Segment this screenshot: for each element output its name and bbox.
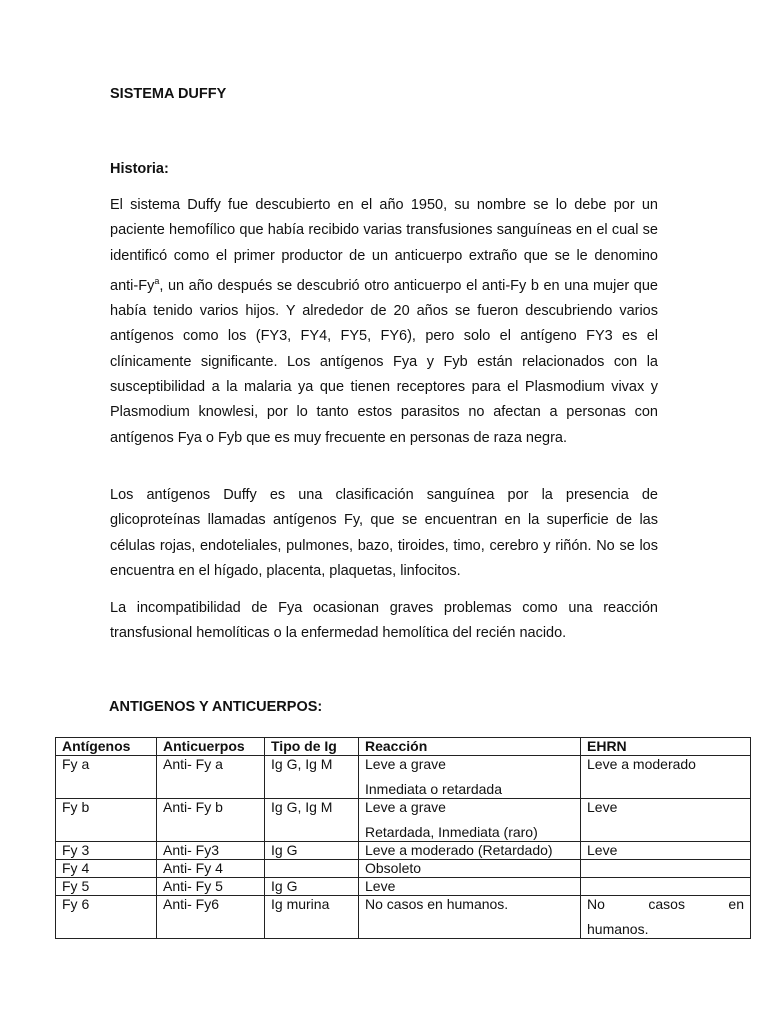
cell-tipo-ig: Ig G, Ig M (265, 799, 359, 842)
header-ehrn: EHRN (581, 738, 751, 756)
reaccion-line-1: Leve a grave (365, 756, 446, 772)
table-row (56, 799, 751, 842)
ehrn-line-1: No casos en (587, 896, 744, 912)
cell-tipo-ig: Ig G (265, 842, 359, 860)
cell-ehrn (581, 860, 751, 878)
table-row (56, 756, 751, 799)
document-title: SISTEMA DUFFY (110, 86, 227, 102)
header-reaccion: Reacción (359, 738, 581, 756)
cell-reaccion: Leve (359, 878, 581, 896)
table-header-row (56, 738, 751, 756)
cell-reaccion: Leve a moderado (Retardado) (359, 842, 581, 860)
paragraph-1-superscript: a (154, 275, 160, 286)
cell-ehrn (581, 878, 751, 896)
cell-reaccion (359, 799, 581, 842)
cell-ehrn (581, 896, 751, 939)
cell-antigeno: Fy 6 (56, 896, 157, 939)
antigen-antibody-table (55, 737, 751, 939)
cell-anticuerpo: Anti- Fy 5 (157, 878, 265, 896)
history-heading: Historia: (110, 161, 169, 177)
paragraph-1-part-b: , un año después se descubrió otro anticuerpo el anti-Fy b en una mujer que había tenido varios hijos. Y alrededor de 20 años se fueron descubriendo varios antígenos como los (FY3, FY4, FY5, FY6), pero solo el antígeno FY3 es el clínicamente significante. Los antígenos Fya y Fyb están relacionados con la susceptibilidad a la malaria ya que tienen receptores para el Plasmodium vivax y Plasmodium knowlesi, por lo tanto estos parasitos no afectan a personas con antígenos Fya o Fyb que es muy frecuente en personas de raza negra. (110, 277, 658, 446)
table-row (56, 860, 751, 878)
cell-tipo-ig: Ig G, Ig M (265, 756, 359, 799)
cell-ehrn: Leve (581, 799, 751, 842)
cell-antigeno: Fy b (56, 799, 157, 842)
cell-anticuerpo: Anti- Fy b (157, 799, 265, 842)
cell-ehrn: Leve a moderado (581, 756, 751, 799)
cell-tipo-ig: Ig murina (265, 896, 359, 939)
cell-tipo-ig: Ig G (265, 878, 359, 896)
reaccion-line-2: Inmediata o retardada (365, 781, 502, 797)
header-tipo-ig: Tipo de Ig (265, 738, 359, 756)
table-row (56, 878, 751, 896)
paragraph-1-part-a: El sistema Duffy fue descubierto en el año 1950, su nombre se lo debe por un paciente hemofílico que había recibido varias transfusiones sanguíneas en el cual se identificó como el primer productor de un anticuerpo extraño que se le denomino anti-Fy (110, 197, 658, 294)
table-heading: ANTIGENOS Y ANTICUERPOS: (109, 699, 323, 715)
history-paragraph-2: Los antígenos Duffy es una clasificación sanguínea por la presencia de glicoproteínas llamadas antígenos Fy, que se encuentran en la superficie de las células rojas, endoteliales, pulmones, bazo, tiroides, timo, cerebro y riñón. No se los encuentra en el hígado, placenta, plaquetas, linfocitos. (110, 487, 658, 579)
cell-reaccion (359, 756, 581, 799)
header-anticuerpos: Anticuerpos (157, 738, 265, 756)
cell-anticuerpo: Anti- Fy a (157, 756, 265, 799)
reaccion-line-2: Retardada, Inmediata (raro) (365, 824, 538, 840)
cell-antigeno: Fy 3 (56, 842, 157, 860)
history-paragraph-3: La incompatibilidad de Fya ocasionan graves problemas como una reacción transfusional hemolíticas o la enfermedad hemolítica del recién nacido. (110, 600, 658, 642)
history-paragraph-1 (110, 193, 658, 451)
cell-reaccion: No casos en humanos. (359, 896, 581, 939)
ehrn-line-2: humanos. (587, 921, 649, 937)
table-row (56, 896, 751, 939)
cell-antigeno: Fy 4 (56, 860, 157, 878)
cell-tipo-ig (265, 860, 359, 878)
reaccion-line-1: Leve a grave (365, 799, 446, 815)
cell-anticuerpo: Anti- Fy 4 (157, 860, 265, 878)
table-row (56, 842, 751, 860)
cell-reaccion: Obsoleto (359, 860, 581, 878)
cell-antigeno: Fy a (56, 756, 157, 799)
cell-anticuerpo: Anti- Fy6 (157, 896, 265, 939)
cell-antigeno: Fy 5 (56, 878, 157, 896)
cell-anticuerpo: Anti- Fy3 (157, 842, 265, 860)
header-antigenos: Antígenos (56, 738, 157, 756)
cell-ehrn: Leve (581, 842, 751, 860)
